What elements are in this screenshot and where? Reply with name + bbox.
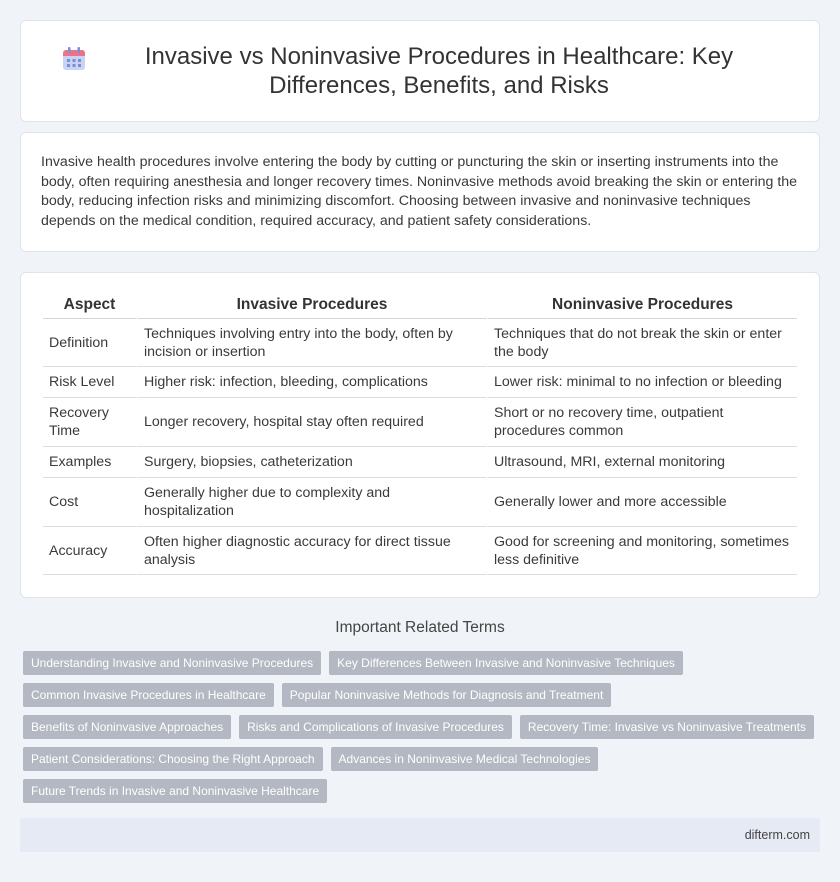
- footer-site-link[interactable]: difterm.com: [744, 828, 810, 842]
- row-noninvasive: Generally lower and more accessible: [488, 478, 797, 527]
- comparison-table-card: [20, 272, 820, 598]
- related-term-link[interactable]: Advances in Noninvasive Medical Technologies: [331, 747, 599, 771]
- related-term-link[interactable]: Future Trends in Invasive and Noninvasive Healthcare: [23, 779, 327, 803]
- intro-card: [20, 132, 820, 252]
- related-term-link[interactable]: Risks and Complications of Invasive Procedures: [239, 715, 512, 739]
- row-aspect: Definition: [43, 319, 138, 367]
- row-aspect: Risk Level: [43, 367, 138, 398]
- table-row: [43, 478, 797, 527]
- header-card: [20, 20, 820, 122]
- table-row: [43, 367, 797, 398]
- row-invasive: Techniques involving entry into the body, often by incision or insertion: [138, 319, 488, 367]
- row-noninvasive: Techniques that do not break the skin or enter the body: [488, 319, 797, 367]
- row-noninvasive: Good for screening and monitoring, sometimes less definitive: [488, 527, 797, 575]
- related-term-link[interactable]: Common Invasive Procedures in Healthcare: [23, 683, 274, 707]
- page-title: Invasive vs Noninvasive Procedures in Healthcare: Key Differences, Benefits, and Risks: [144, 43, 734, 99]
- row-noninvasive: Ultrasound, MRI, external monitoring: [488, 447, 797, 478]
- related-term-link[interactable]: Popular Noninvasive Methods for Diagnosis and Treatment: [282, 683, 612, 707]
- related-term-link[interactable]: Patient Considerations: Choosing the Right Approach: [23, 747, 323, 771]
- table-row: [43, 447, 797, 478]
- calendar-icon: [61, 46, 87, 72]
- header-aspect: Aspect: [43, 291, 138, 319]
- related-term-link[interactable]: Key Differences Between Invasive and Noninvasive Techniques: [329, 651, 683, 675]
- row-aspect: Cost: [43, 478, 138, 527]
- header-invasive: Invasive Procedures: [138, 291, 488, 319]
- row-noninvasive: Short or no recovery time, outpatient procedures common: [488, 398, 797, 447]
- comparison-table: [43, 291, 797, 575]
- table-row: [43, 398, 797, 447]
- table-row: [43, 319, 797, 367]
- row-invasive: Higher risk: infection, bleeding, complications: [138, 367, 488, 398]
- row-aspect: Recovery Time: [43, 398, 138, 447]
- table-header-row: [43, 291, 797, 319]
- row-noninvasive: Lower risk: minimal to no infection or bleeding: [488, 367, 797, 398]
- intro-text: Invasive health procedures involve entering the body by cutting or puncturing the skin or inserting instruments into the body, often requiring anesthesia and longer recovery times. Noninvasive methods avoid breaking the skin or entering the body, reducing infection risks and minimizing discomfort. Choosing between invasive and noninvasive techniques depends on the medical condition, required accuracy, and patient safety considerations.: [41, 154, 798, 229]
- related-term-link[interactable]: Understanding Invasive and Noninvasive Procedures: [23, 651, 321, 675]
- row-aspect: Examples: [43, 447, 138, 478]
- row-invasive: Generally higher due to complexity and hospitalization: [138, 478, 488, 527]
- row-invasive: Longer recovery, hospital stay often required: [138, 398, 488, 447]
- related-term-link[interactable]: Benefits of Noninvasive Approaches: [23, 715, 231, 739]
- row-aspect: Accuracy: [43, 527, 138, 575]
- related-terms-heading: Important Related Terms: [335, 619, 505, 636]
- related-term-link[interactable]: Recovery Time: Invasive vs Noninvasive Treatments: [520, 715, 814, 739]
- related-terms-list: [23, 651, 823, 811]
- header-noninvasive: Noninvasive Procedures: [488, 291, 797, 319]
- row-invasive: Surgery, biopsies, catheterization: [138, 447, 488, 478]
- footer: [20, 818, 820, 852]
- row-invasive: Often higher diagnostic accuracy for direct tissue analysis: [138, 527, 488, 575]
- table-row: [43, 527, 797, 575]
